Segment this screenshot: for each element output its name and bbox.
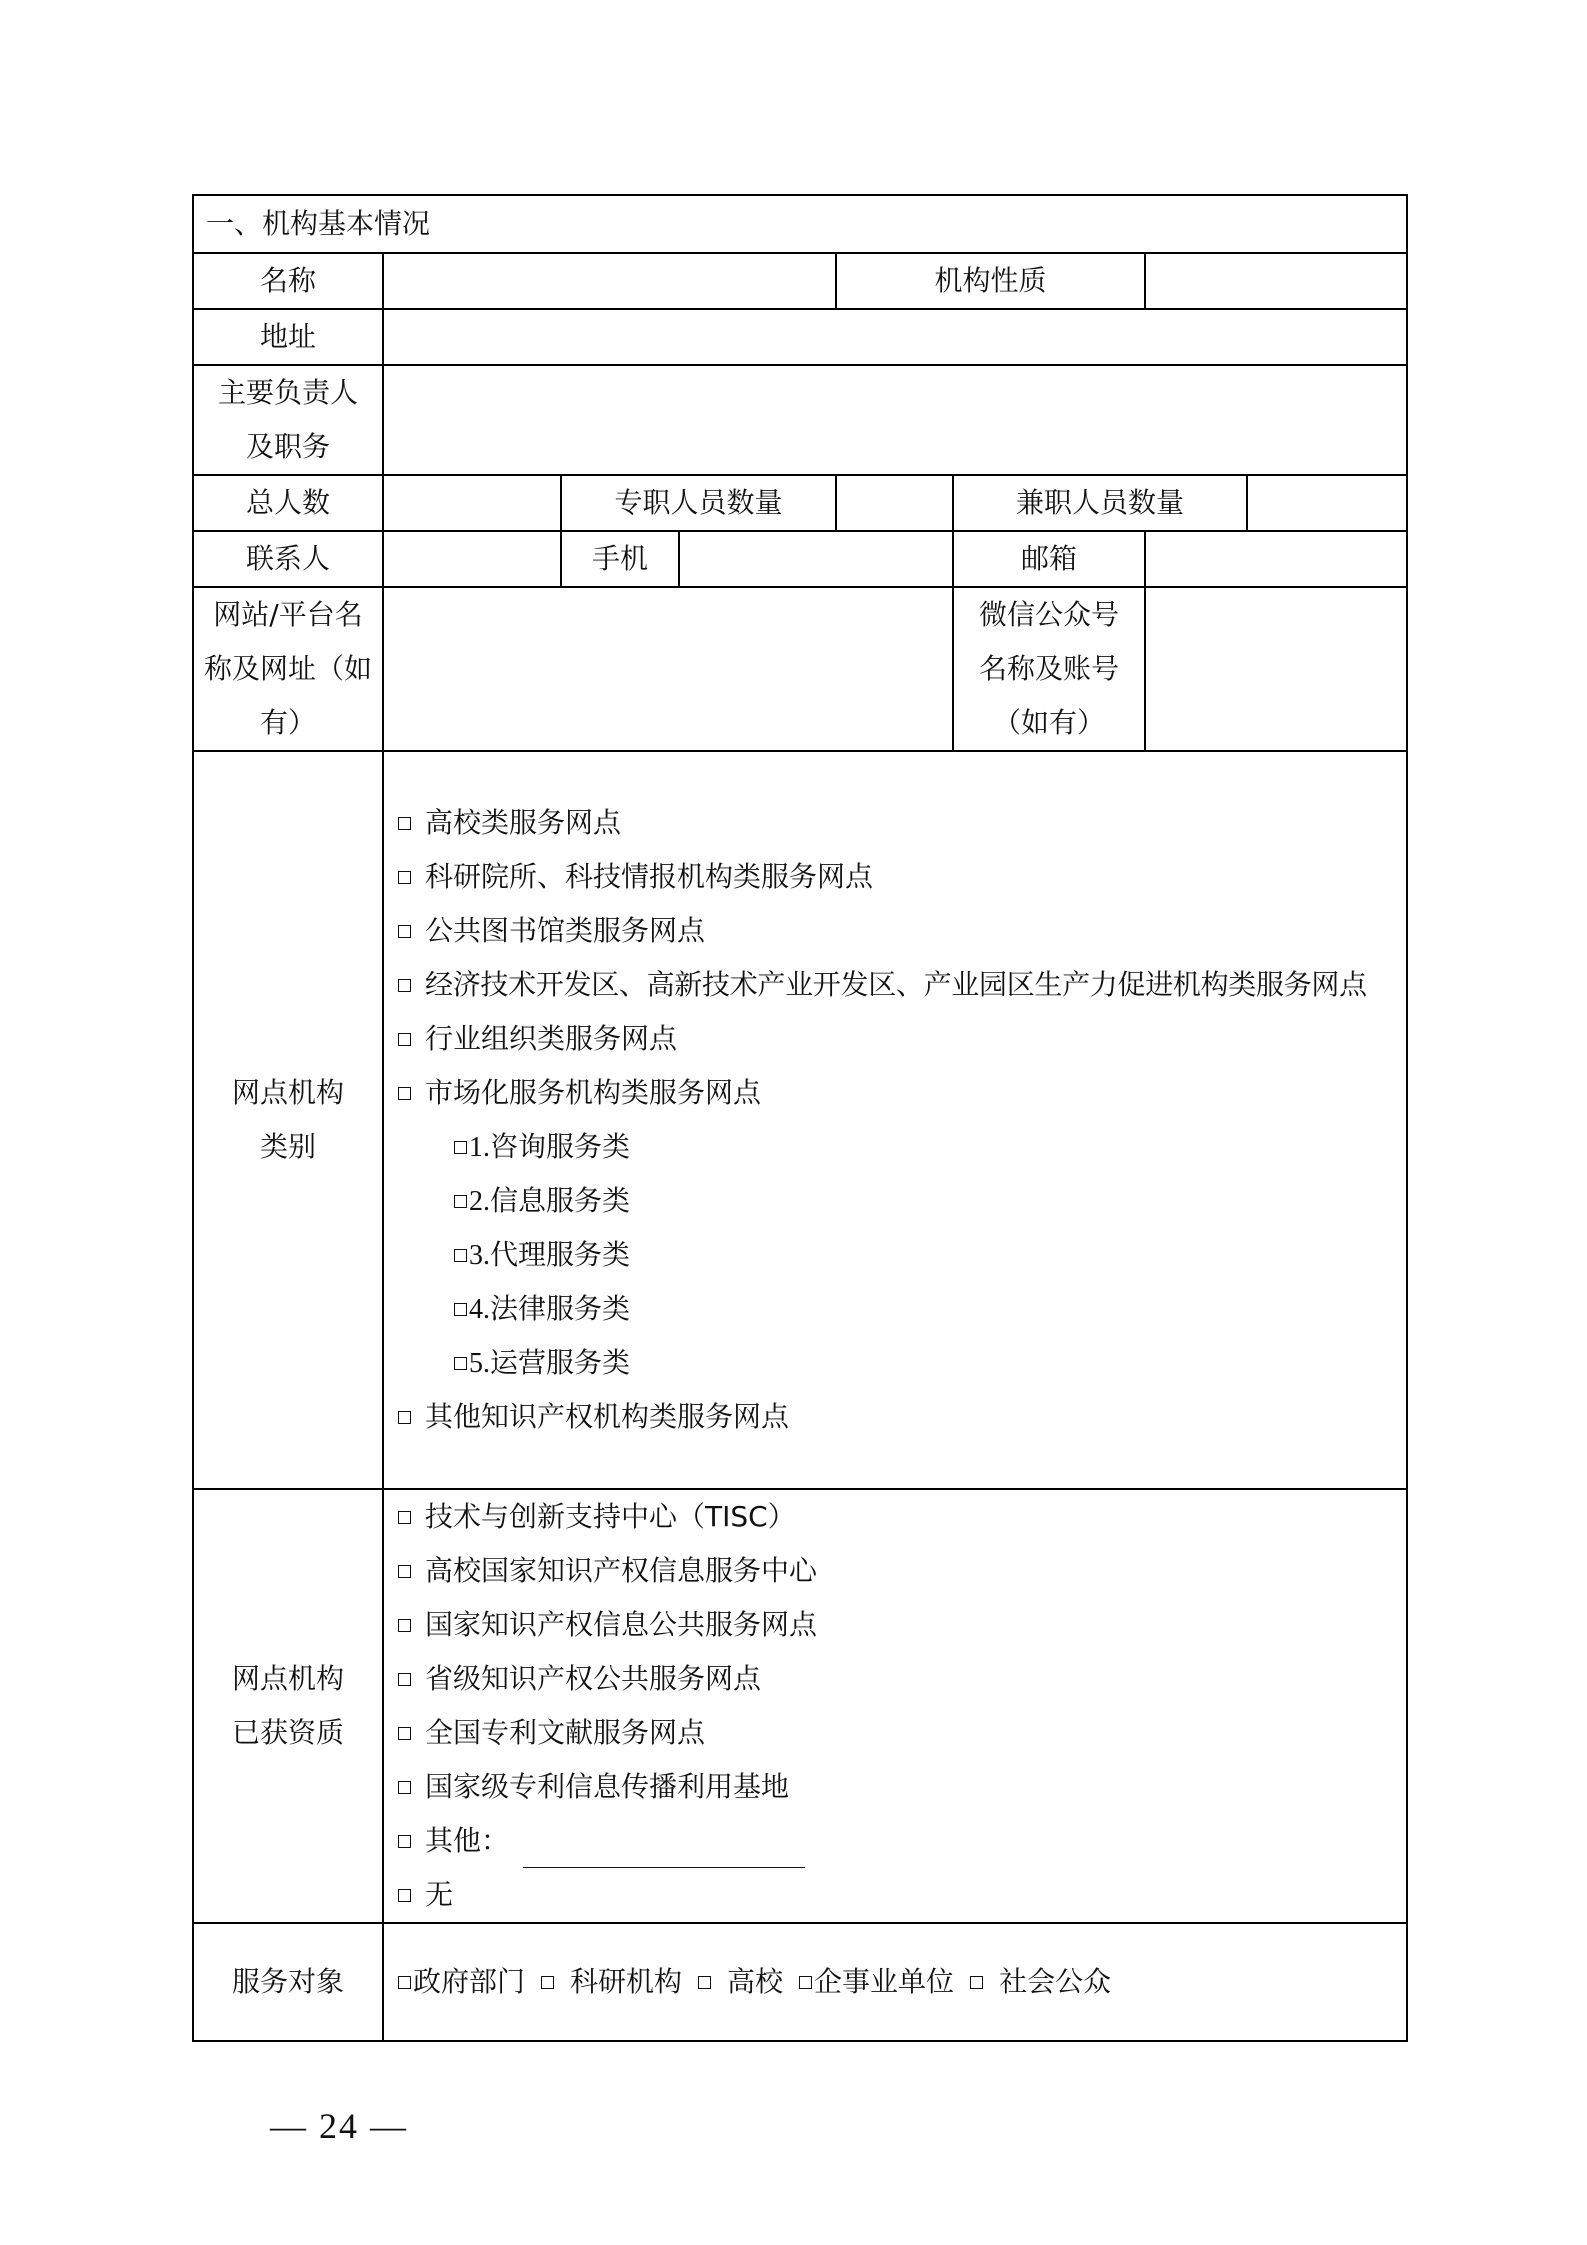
service-target-label: 服务对象	[193, 1923, 383, 2041]
service-target-option[interactable]	[698, 1955, 783, 2009]
category-sub-option[interactable]	[398, 1174, 1406, 1228]
service-target-option[interactable]	[970, 1955, 1111, 2009]
sub-option-number: 3.	[469, 1240, 490, 1271]
category-option[interactable]	[398, 1390, 1406, 1444]
checkbox-icon[interactable]	[398, 871, 411, 884]
option-label: 社会公众	[999, 1965, 1112, 1998]
checkbox-icon[interactable]	[970, 1976, 983, 1989]
checkbox-icon[interactable]	[454, 1303, 467, 1316]
head-field[interactable]	[383, 365, 1407, 475]
nature-label: 机构性质	[836, 253, 1145, 309]
sub-option-number: 2.	[469, 1186, 490, 1217]
total-staff-field[interactable]	[383, 475, 561, 531]
sub-option-label: 代理服务类	[490, 1238, 631, 1271]
institution-form-table	[192, 194, 1408, 2042]
option-label: 科研机构	[570, 1965, 683, 1998]
checkbox-icon[interactable]	[398, 817, 411, 830]
checkbox-icon[interactable]	[799, 1976, 812, 1989]
contact-field[interactable]	[383, 531, 561, 587]
option-label: 企事业单位	[814, 1965, 955, 1998]
head-label-line2: 及职务	[245, 430, 330, 463]
checkbox-icon[interactable]	[398, 1087, 411, 1100]
address-field[interactable]	[383, 309, 1407, 365]
qualification-label-line2: 已获资质	[231, 1716, 344, 1749]
qualification-option-none[interactable]	[398, 1868, 1406, 1922]
wechat-field[interactable]	[1145, 587, 1407, 751]
qualification-option[interactable]	[398, 1652, 1406, 1706]
phone-label: 手机	[561, 531, 679, 587]
total-staff-label: 总人数	[193, 475, 383, 531]
checkbox-icon[interactable]	[454, 1195, 467, 1208]
qualification-option[interactable]	[398, 1760, 1406, 1814]
checkbox-icon[interactable]	[698, 1976, 711, 1989]
sub-option-number: 4.	[469, 1294, 490, 1325]
parttime-staff-field[interactable]	[1247, 475, 1407, 531]
checkbox-icon[interactable]	[454, 1249, 467, 1262]
service-target-option[interactable]	[398, 1955, 525, 2009]
category-sub-option[interactable]	[398, 1120, 1406, 1174]
qualification-label	[193, 1489, 383, 1923]
option-label: 高校国家知识产权信息服务中心	[425, 1554, 818, 1587]
email-label: 邮箱	[953, 531, 1145, 587]
service-target-row	[193, 1923, 1407, 2041]
option-label: 国家级专利信息传播利用基地	[425, 1770, 790, 1803]
page-number: — 24 —	[270, 2106, 408, 2146]
service-target-options	[383, 1923, 1407, 2041]
other-label: 其他：	[425, 1824, 510, 1857]
option-label: 高校	[727, 1965, 784, 1998]
checkbox-icon[interactable]	[454, 1357, 467, 1370]
checkbox-icon[interactable]	[398, 1727, 411, 1740]
checkbox-icon[interactable]	[541, 1976, 554, 1989]
category-label-line1: 网点机构	[231, 1076, 344, 1109]
checkbox-icon[interactable]	[398, 1411, 411, 1424]
checkbox-icon[interactable]	[454, 1141, 467, 1154]
option-label: 其他知识产权机构类服务网点	[425, 1400, 790, 1433]
checkbox-icon[interactable]	[398, 1673, 411, 1686]
phone-field[interactable]	[679, 531, 953, 587]
qualification-option[interactable]	[398, 1490, 1406, 1544]
section-header-row	[193, 195, 1407, 253]
checkbox-icon[interactable]	[398, 1619, 411, 1632]
wechat-label-line2: 名称及账号	[978, 652, 1119, 685]
qualification-option[interactable]	[398, 1544, 1406, 1598]
option-label: 技术与创新支持中心（TISC）	[425, 1500, 796, 1533]
checkbox-icon[interactable]	[398, 1835, 411, 1848]
checkbox-icon[interactable]	[398, 1511, 411, 1524]
category-option[interactable]	[398, 1066, 1406, 1120]
website-row	[193, 587, 1407, 751]
name-row	[193, 253, 1407, 309]
checkbox-icon[interactable]	[398, 1033, 411, 1046]
section-title: 一、机构基本情况	[193, 195, 1407, 253]
wechat-label-line3: （如有）	[992, 706, 1105, 739]
contact-row	[193, 531, 1407, 587]
website-field[interactable]	[383, 587, 953, 751]
contact-label: 联系人	[193, 531, 383, 587]
sub-option-label: 信息服务类	[490, 1184, 631, 1217]
sub-option-label: 运营服务类	[490, 1346, 631, 1379]
sub-option-number: 1.	[469, 1132, 490, 1163]
option-label: 省级知识产权公共服务网点	[425, 1662, 762, 1695]
checkbox-icon[interactable]	[398, 1565, 411, 1578]
website-label	[193, 587, 383, 751]
category-option[interactable]	[398, 1012, 1406, 1066]
category-label-line2: 类别	[259, 1130, 316, 1163]
wechat-label	[953, 587, 1145, 751]
staff-row	[193, 475, 1407, 531]
qualification-options	[383, 1489, 1407, 1923]
address-label: 地址	[193, 309, 383, 365]
head-label	[193, 365, 383, 475]
website-label-line2: 称及网址（如	[203, 652, 372, 685]
category-sub-option[interactable]	[398, 1336, 1406, 1390]
option-label: 市场化服务机构类服务网点	[425, 1076, 762, 1109]
category-label	[193, 751, 383, 1489]
category-row	[193, 751, 1407, 1489]
email-field[interactable]	[1145, 531, 1407, 587]
sub-option-number: 5.	[469, 1348, 490, 1379]
qualification-row	[193, 1489, 1407, 1923]
category-options	[383, 751, 1407, 1489]
category-sub-option[interactable]	[398, 1228, 1406, 1282]
checkbox-icon[interactable]	[398, 1976, 411, 1989]
head-row	[193, 365, 1407, 475]
sub-option-label: 咨询服务类	[490, 1130, 631, 1163]
qualification-option-other[interactable]	[398, 1814, 1406, 1868]
head-label-line1: 主要负责人	[217, 376, 358, 409]
category-option[interactable]	[398, 796, 1406, 850]
fulltime-staff-label: 专职人员数量	[561, 475, 836, 531]
checkbox-icon[interactable]	[398, 1781, 411, 1794]
other-fill-line[interactable]	[523, 1833, 805, 1868]
qualification-option[interactable]	[398, 1706, 1406, 1760]
option-label: 公共图书馆类服务网点	[425, 914, 706, 947]
option-label: 高校类服务网点	[425, 806, 622, 839]
checkbox-icon[interactable]	[398, 1889, 411, 1902]
address-row	[193, 309, 1407, 365]
option-label: 国家知识产权信息公共服务网点	[425, 1608, 818, 1641]
option-label: 经济技术开发区、高新技术产业开发区、产业园区生产力促进机构类服务网点	[425, 968, 1367, 1001]
category-option[interactable]	[398, 904, 1406, 958]
checkbox-icon[interactable]	[398, 979, 411, 992]
nature-field[interactable]	[1145, 253, 1407, 309]
service-target-option[interactable]	[799, 1955, 954, 2009]
category-option[interactable]	[398, 958, 1406, 1012]
option-label: 科研院所、科技情报机构类服务网点	[425, 860, 874, 893]
checkbox-icon[interactable]	[398, 925, 411, 938]
website-label-line3: 有）	[259, 706, 316, 739]
name-label: 名称	[193, 253, 383, 309]
website-label-line1: 网站/平台名	[213, 598, 363, 631]
option-label: 行业组织类服务网点	[425, 1022, 678, 1055]
name-field[interactable]	[383, 253, 836, 309]
service-target-option[interactable]	[541, 1955, 682, 2009]
qualification-label-line1: 网点机构	[231, 1662, 344, 1695]
sub-option-label: 法律服务类	[490, 1292, 631, 1325]
option-label: 政府部门	[413, 1965, 526, 1998]
category-option[interactable]	[398, 850, 1406, 904]
qualification-option[interactable]	[398, 1598, 1406, 1652]
fulltime-staff-field[interactable]	[836, 475, 953, 531]
category-sub-option[interactable]	[398, 1282, 1406, 1336]
parttime-staff-label: 兼职人员数量	[953, 475, 1247, 531]
wechat-label-line1: 微信公众号	[978, 598, 1119, 631]
none-label: 无	[425, 1878, 454, 1911]
option-label: 全国专利文献服务网点	[425, 1716, 706, 1749]
